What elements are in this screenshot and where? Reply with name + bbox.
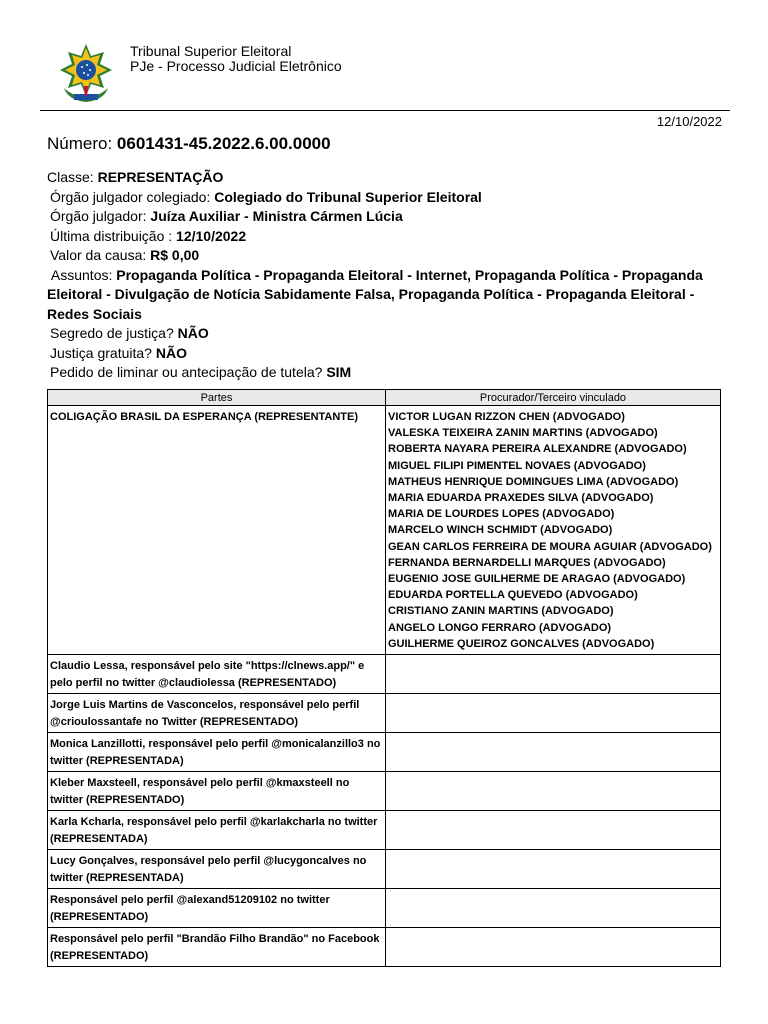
process-number-value: 0601431-45.2022.6.00.0000 (116, 134, 331, 153)
table-row (48, 772, 721, 811)
lawyers-cell (386, 889, 721, 928)
party-cell: Claudio Lessa, responsável pelo site "https://clnews.app/" e pelo perfil no twitter @claudiolessa (REPRESENTADO) (48, 655, 386, 694)
lawyer-item: FERNANDA BERNARDELLI MARQUES (ADVOGADO) (388, 556, 666, 569)
lawyer-item: MIGUEL FILIPI PIMENTEL NOVAES (ADVOGADO) (388, 459, 646, 472)
liminar-label: Pedido de liminar ou antecipação de tutela? (50, 364, 323, 380)
lawyers-cell (386, 850, 721, 889)
liminar-value: SIM (326, 364, 352, 380)
justica-gratuita-label: Justiça gratuita? (50, 344, 152, 361)
party-cell: Responsável pelo perfil @alexand51209102 no twitter (REPRESENTADO) (48, 889, 386, 928)
justica-gratuita-row (47, 344, 719, 364)
table-row (48, 694, 721, 733)
party-cell: Lucy Gonçalves, responsável pelo perfil @lucygoncalves no twitter (REPRESENTADA) (48, 850, 386, 889)
party-cell: Kleber Maxsteell, responsável pelo perfil @kmaxsteell no twitter (REPRESENTADO) (48, 772, 386, 811)
lawyer-item: ANGELO LONGO FERRARO (ADVOGADO) (388, 621, 612, 634)
segredo-value: NÃO (177, 325, 209, 341)
column-header-procurador: Procurador/Terceiro vinculado (386, 390, 721, 406)
table-row (48, 655, 721, 694)
lawyers-cell (386, 811, 721, 850)
brazil-coat-of-arms-icon (54, 42, 118, 106)
liminar-row (47, 363, 719, 383)
classe-value: REPRESENTAÇÃO (97, 169, 224, 185)
lawyers-cell (386, 928, 721, 967)
lawyers-cell (386, 733, 721, 772)
party-cell: Responsável pelo perfil "Brandão Filho Brandão" no Facebook (REPRESENTADO) (48, 928, 386, 967)
lawyer-item: CRISTIANO ZANIN MARTINS (ADVOGADO) (388, 605, 614, 618)
table-row (48, 811, 721, 850)
assuntos-row (47, 266, 719, 325)
lawyers-cell (386, 655, 721, 694)
lawyer-item: VALESKA TEIXEIRA ZANIN MARTINS (ADVOGADO) (388, 427, 658, 440)
party-cell: Monica Lanzillotti, responsável pelo perfil @monicalanzillo3 no twitter (REPRESENTADA) (48, 733, 386, 772)
system-name: PJe - Processo Judicial Eletrônico (130, 58, 342, 74)
lawyer-item: GEAN CARLOS FERREIRA DE MOURA AGUIAR (ADVOGADO) (388, 540, 712, 553)
ultima-distribuicao-label: Última distribuição : (50, 227, 173, 244)
document-header (40, 36, 730, 111)
lawyer-item: GUILHERME QUEIROZ GONCALVES (ADVOGADO) (388, 637, 655, 650)
lawyer-item: ROBERTA NAYARA PEREIRA ALEXANDRE (ADVOGADO) (388, 443, 687, 456)
valor-causa-value: R$ 0,00 (150, 247, 200, 263)
table-row (48, 889, 721, 928)
segredo-row (47, 324, 719, 344)
classe-row (47, 168, 719, 188)
lawyer-item: MARIA EDUARDA PRAXEDES SILVA (ADVOGADO) (388, 492, 654, 505)
ultima-distribuicao-row (47, 227, 719, 247)
justica-gratuita-value: NÃO (155, 344, 187, 361)
process-number (47, 134, 331, 154)
court-title (130, 44, 342, 74)
lawyers-cell (386, 772, 721, 811)
document-date: 12/10/2022 (656, 114, 722, 129)
classe-label: Classe: (47, 169, 94, 185)
orgao-julgador-value: Juíza Auxiliar - Ministra Cármen Lúcia (150, 208, 403, 224)
valor-causa-label: Valor da causa: (50, 247, 147, 263)
process-details (47, 168, 719, 383)
lawyers-cell (386, 406, 721, 655)
lawyer-item: EDUARDA PORTELLA QUEVEDO (ADVOGADO) (388, 589, 638, 602)
table-row (48, 850, 721, 889)
assuntos-label: Assuntos: (50, 266, 113, 283)
table-row (48, 733, 721, 772)
column-header-partes: Partes (48, 390, 386, 406)
table-row (48, 928, 721, 967)
lawyer-item: MATHEUS HENRIQUE DOMINGUES LIMA (ADVOGADO) (388, 475, 679, 488)
assuntos-value: Propaganda Política - Propaganda Eleitoral - Internet, Propaganda Política - Propaganda Eleitoral - Divulgação de Notícia Sabidamente Falsa, Propaganda Política - Propaganda Eleitoral - Redes Sociais (47, 266, 703, 322)
orgao-colegiado-row (47, 188, 719, 208)
orgao-colegiado-value: Colegiado do Tribunal Superior Eleitoral (214, 188, 482, 205)
party-cell: COLIGAÇÃO BRASIL DA ESPERANÇA (REPRESENTANTE) (48, 406, 386, 655)
party-cell: Karla Kcharla, responsável pelo perfil @karlakcharla no twitter (REPRESENTADA) (48, 811, 386, 850)
lawyers-cell (386, 694, 721, 733)
lawyer-item: VICTOR LUGAN RIZZON CHEN (ADVOGADO) (388, 411, 625, 423)
orgao-julgador-label: Órgão julgador: (50, 208, 147, 224)
lawyer-item: EUGENIO JOSE GUILHERME DE ARAGAO (ADVOGADO) (388, 573, 686, 586)
parties-table (47, 389, 721, 967)
lawyer-item: MARIA DE LOURDES LOPES (ADVOGADO) (388, 508, 615, 521)
orgao-julgador-row (47, 207, 719, 227)
process-number-label: Número: (47, 134, 113, 153)
valor-causa-row (47, 246, 719, 266)
lawyer-item: MARCELO WINCH SCHMIDT (ADVOGADO) (388, 524, 613, 537)
table-row (48, 406, 721, 655)
orgao-colegiado-label: Órgão julgador colegiado: (50, 188, 211, 205)
table-header-row (48, 390, 721, 406)
segredo-label: Segredo de justiça? (50, 325, 174, 341)
party-cell: Jorge Luis Martins de Vasconcelos, responsável pelo perfil @crioulossantafe no Twitter (REPRESENTADO) (48, 694, 386, 733)
ultima-distribuicao-value: 12/10/2022 (176, 227, 247, 244)
court-name: Tribunal Superior Eleitoral (130, 43, 292, 59)
